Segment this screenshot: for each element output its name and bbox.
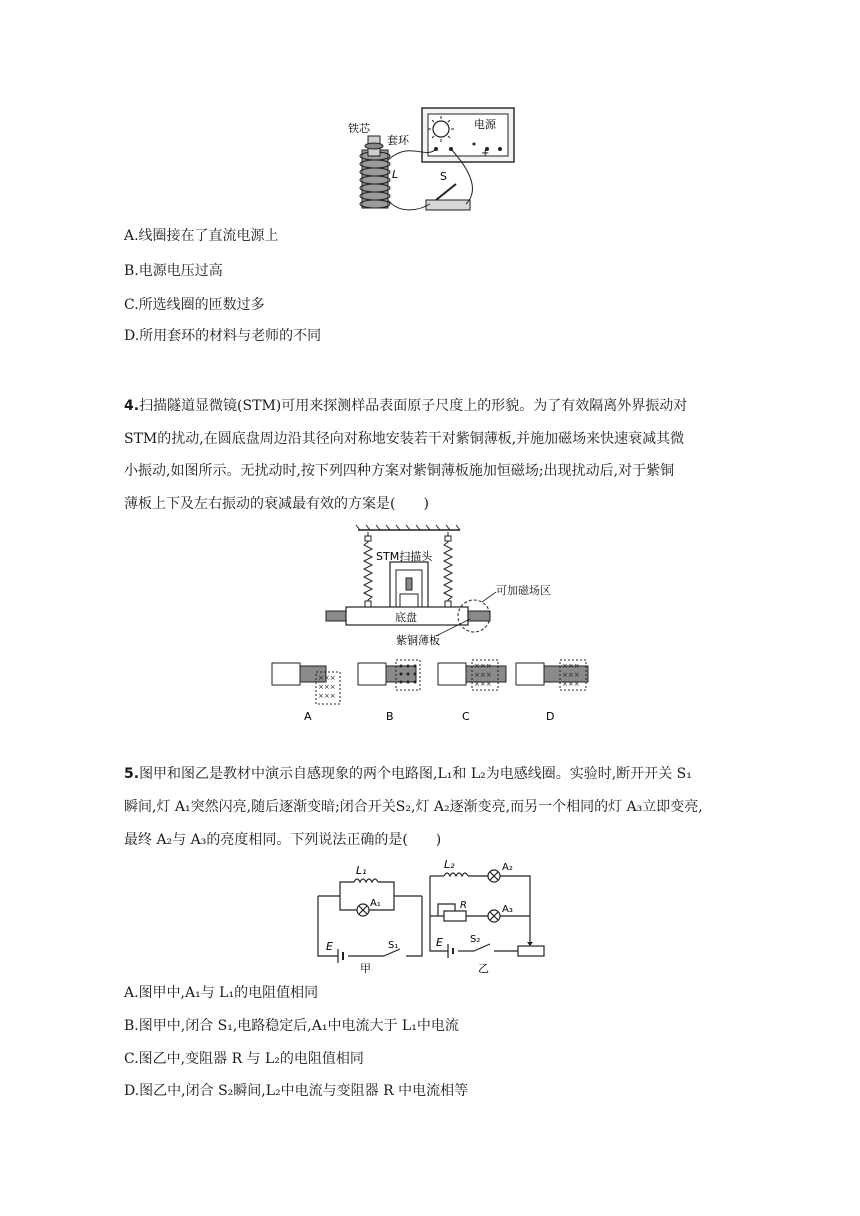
q5-number: 5.: [124, 766, 140, 782]
option-b-diagram: [358, 660, 420, 690]
svg-text:×××: ×××: [474, 662, 492, 670]
core-label: 铁芯: [348, 122, 370, 135]
q3-option-a: A.线圈接在了直流电源上: [124, 228, 279, 244]
svg-text:×××: ×××: [318, 683, 336, 691]
jia-L-label: L₁: [356, 864, 367, 877]
L-label: L: [392, 168, 399, 181]
yi-A3-label: A₃: [502, 904, 513, 915]
circuit-figure: [310, 856, 550, 976]
option-c-label: C: [462, 710, 470, 723]
svg-text:×××: ×××: [318, 692, 336, 700]
q4-stem-line-1: 4.扫描隧道显微镜(STM)可用来探测样品表面原子尺度上的形貌。为了有效隔离外界振动对: [124, 398, 688, 414]
stm-options-figure: [270, 658, 600, 726]
q5-option-c: C.图乙中,变阻器 R 与 L₂的电阻值相同: [124, 1051, 364, 1067]
circuit-jia: [318, 879, 422, 963]
S-label: S: [440, 170, 447, 183]
q4-number: 4.: [124, 398, 140, 414]
yi-R-label: R: [460, 900, 467, 911]
option-b-label: B: [386, 710, 394, 723]
power-label: 电源: [474, 118, 496, 131]
q4-stem-line-3: 小振动,如图所示。无扰动时,按下列四种方案对紫铜薄板施加恒磁场;出现扰动后,对于紫铜: [124, 463, 675, 479]
jia-caption: 甲: [360, 962, 371, 975]
q5-stem-line-1: 5.图甲和图乙是教材中演示自感现象的两个电路图,L₁和 L₂为电感线圈。实验时,断开开关 S₁: [124, 766, 692, 782]
q3-option-d: D.所用套环的材料与老师的不同: [124, 328, 322, 344]
q4-stem-line-4: 薄板上下及左右振动的衰减最有效的方案是( ): [124, 496, 429, 512]
q5-stem-line-2: 瞬间,灯 A₁突然闪亮,随后逐渐变暗;闭合开关S₂,灯 A₂逐渐变亮,而另一个相同的灯 A₃立即变亮,: [124, 799, 703, 815]
ring-label: 套环: [387, 134, 409, 147]
svg-text:×××: ×××: [562, 680, 580, 688]
jia-A-label: A₁: [370, 898, 381, 909]
field-region-label: 可加磁场区: [496, 584, 551, 597]
svg-text:×××: ×××: [562, 671, 580, 679]
yi-L-label: L₂: [444, 858, 455, 871]
option-c-diagram: [438, 660, 506, 690]
stm-figure: [320, 524, 500, 652]
q5-option-d: D.图乙中,闭合 S₂瞬间,L₂中电流与变阻器 R 中电流相等: [124, 1083, 469, 1099]
svg-text:×××: ×××: [318, 674, 336, 682]
svg-text:×××: ×××: [474, 680, 492, 688]
option-a-diagram: [272, 663, 340, 704]
yi-caption: 乙: [478, 962, 489, 975]
circuit-yi: [430, 870, 544, 958]
q3-option-c: C.所选线圈的匝数过多: [124, 297, 265, 313]
coil-apparatus-figure: [340, 100, 520, 220]
option-a-label: A: [304, 710, 312, 723]
yi-S-label: S₂: [470, 934, 481, 945]
q5-option-b: B.图甲中,闭合 S₁,电路稳定后,A₁中电流大于 L₁中电流: [124, 1018, 459, 1034]
svg-text:×××: ×××: [562, 662, 580, 670]
option-d-label: D: [546, 710, 555, 723]
stm-head-label: STM扫描头: [376, 550, 433, 563]
q4-stem-line-2: STM的扰动,在圆底盘周边沿其径向对称地安装若干对紫铜薄板,并施加磁场来快速衰减其微: [124, 431, 685, 447]
option-d-diagram: [516, 660, 588, 690]
yi-E-label: E: [436, 936, 443, 949]
jia-E-label: E: [326, 940, 333, 953]
plate-label: 紫铜薄板: [396, 634, 440, 647]
base-label: 底盘: [395, 611, 417, 624]
q3-option-b: B.电源电压过高: [124, 263, 223, 279]
q5-stem-line-3: 最终 A₂与 A₃的亮度相同。下列说法正确的是( ): [124, 832, 442, 848]
yi-A2-label: A₂: [502, 862, 513, 873]
q5-option-a: A.图甲中,A₁与 L₁的电阻值相同: [124, 985, 319, 1001]
jia-S-label: S₁: [388, 940, 399, 951]
plus-label: +: [481, 148, 490, 159]
svg-text:×××: ×××: [474, 671, 492, 679]
